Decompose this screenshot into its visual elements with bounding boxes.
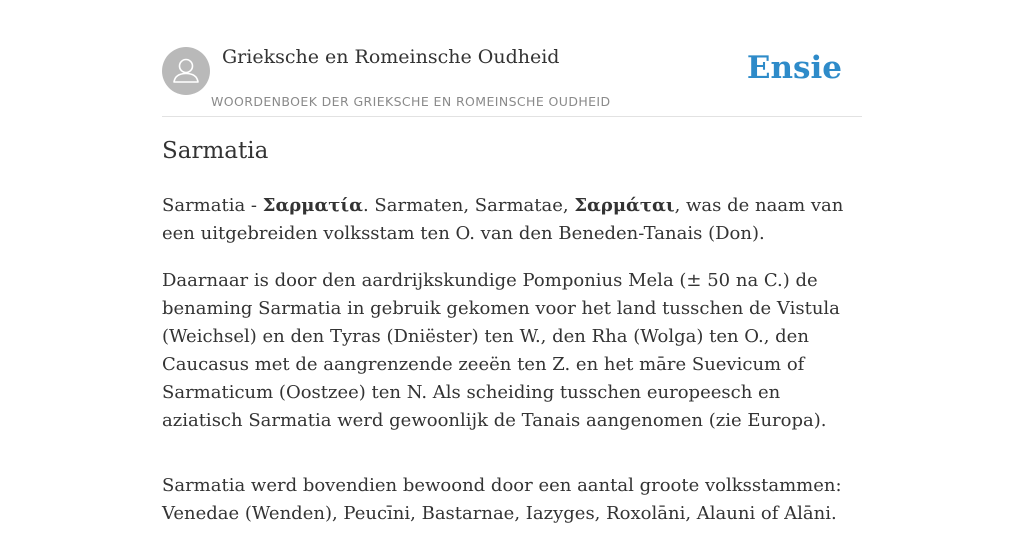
user-silhouette-icon: [162, 47, 210, 95]
entry-content: [162, 192, 862, 547]
dictionary-subtitle: WOORDENBOEK DER GRIEKSCHE EN ROMEINSCHE OUDHEID: [211, 94, 611, 109]
ensie-logo[interactable]: Ensie: [746, 50, 842, 86]
site-header: [162, 40, 862, 117]
dictionary-title[interactable]: Grieksche en Romeinsche Oudheid: [222, 46, 560, 68]
paragraph-text: Sarmatia -: [162, 195, 263, 216]
entry-title: Sarmatia: [162, 138, 269, 164]
paragraph-text: . Sarmaten, Sarmatae,: [362, 195, 575, 216]
entry-paragraph-3: Sarmatia werd bovendien bewoond door een aantal groote volksstammen: Venedae (Wenden), Peucīni, Bastarnae, Iazyges, Roxolāni, Alauni of Alāni.: [162, 475, 842, 524]
avatar[interactable]: [162, 47, 210, 95]
paragraph-text: , was de naam van een uitgebreiden volksstam ten O. van den Beneden-Tanais (Don).: [162, 195, 844, 244]
entry-paragraph-1: [162, 192, 862, 248]
greek-term: Σαρματία: [262, 195, 363, 216]
greek-term: Σαρμάται: [574, 195, 675, 216]
entry-paragraph-2: Daarnaar is door den aardrijkskundige Pomponius Mela (± 50 na C.) de benaming Sarmatia in gebruik gekomen voor het land tusschen de Vistula (Weichsel) en den Tyras (Dniëster) ten W., den Rha (Wolga) ten O., den Caucasus met de aangrenzende zeeën ten Z. en het māre Suevicum of Sarmaticum (Oostzee) ten N. Als scheiding tusschen europeesch en aziatisch Sarmatia werd gewoonlijk de Tanais aangenomen (zie Europa).: [162, 270, 840, 431]
